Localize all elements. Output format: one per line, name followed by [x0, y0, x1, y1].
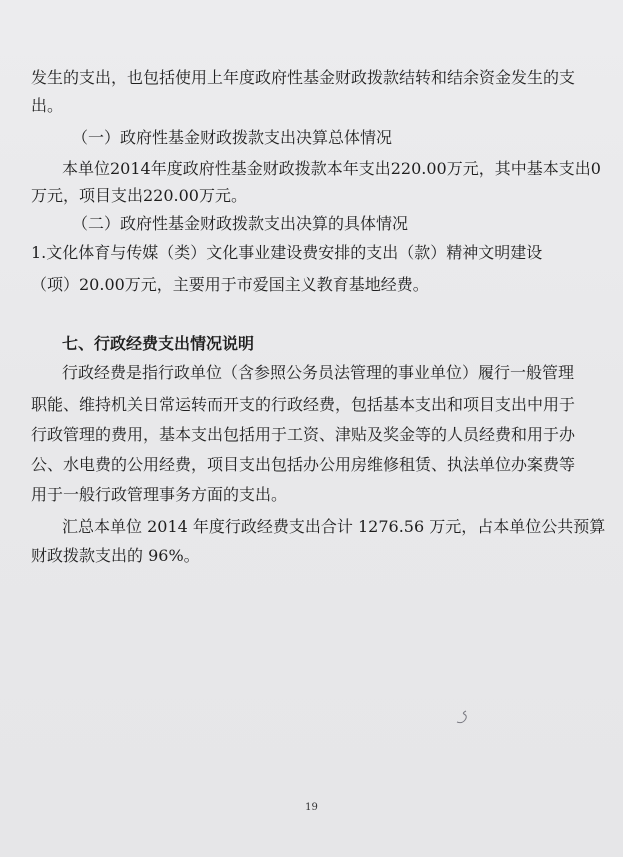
paragraph-line: （项）20.00万元，主要用于市爱国主义教育基地经费。 — [31, 275, 429, 294]
paragraph-line: 出。 — [31, 96, 64, 115]
paragraph-line: 财政拨款支出的 96%。 — [31, 546, 200, 565]
paragraph-line: 用于一般行政管理事务方面的支出。 — [31, 485, 288, 504]
paragraph-line: 行政管理的费用，基本支出包括用于工资、津贴及奖金等的人员经费和用于办 — [31, 425, 576, 444]
paragraph-line: 1.文化体育与传媒（类）文化事业建设费安排的支出（款）精神文明建设 — [31, 243, 543, 262]
paragraph-line: 发生的支出，也包括使用上年度政府性基金财政拨款结转和结余资金发生的支 — [31, 68, 576, 87]
section-heading: （二）政府性基金财政拨款支出决算的具体情况 — [72, 214, 409, 233]
paragraph-line: 汇总本单位 2014 年度行政经费支出合计 1276.56 万元，占本单位公共预算 — [62, 517, 606, 536]
paragraph-line: 行政经费是指行政单位（含参照公务员法管理的事业单位）履行一般管理 — [62, 363, 575, 382]
paragraph-line: 万元，项目支出220.00万元。 — [31, 186, 247, 205]
pen-mark — [453, 706, 475, 728]
page-number: 19 — [305, 802, 318, 813]
paragraph-line: 职能、维持机关日常运转而开支的行政经费，包括基本支出和项目支出中用于 — [31, 395, 576, 414]
paragraph-line: 公、水电费的公用经费，项目支出包括办公用房维修租赁、执法单位办案费等 — [31, 455, 576, 474]
paragraph-line: 本单位2014年度政府性基金财政拨款本年支出220.00万元，其中基本支出0 — [62, 159, 601, 178]
section-heading: （一）政府性基金财政拨款支出决算总体情况 — [72, 128, 393, 147]
section-title: 七、行政经费支出情况说明 — [62, 334, 255, 353]
